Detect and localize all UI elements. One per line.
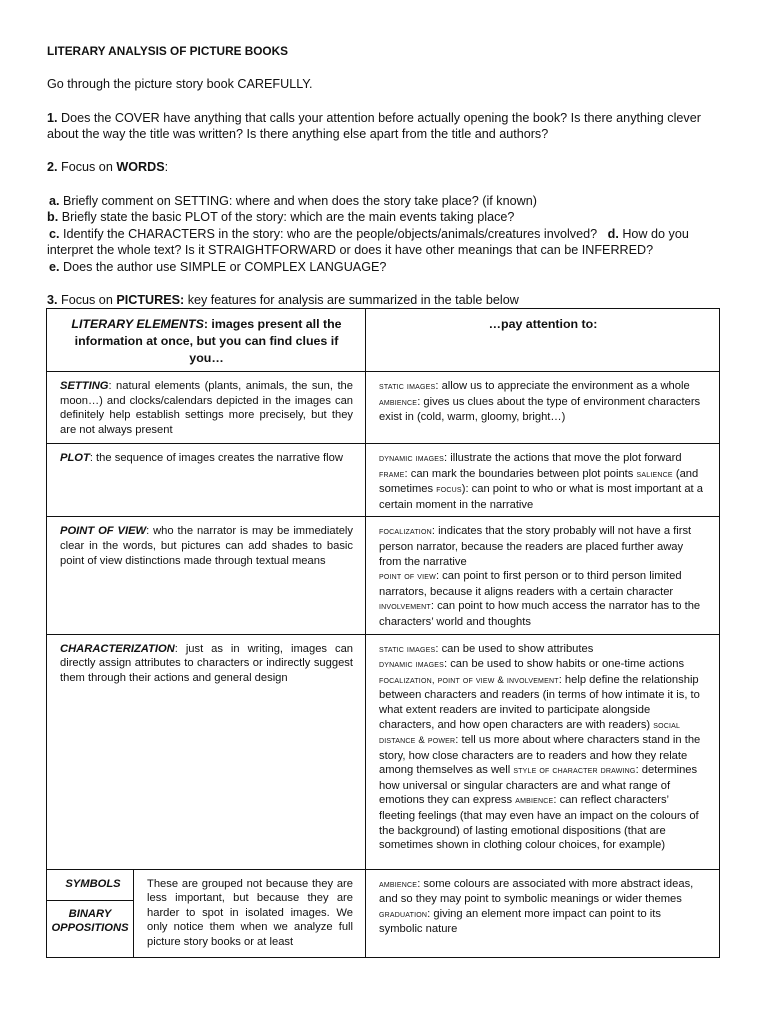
pov-key-2: point of view xyxy=(379,571,436,583)
question-2e xyxy=(49,259,386,275)
char-text-5: : determines how universal or singular characters are and what range of emotions they can express xyxy=(379,764,698,807)
table-header-row xyxy=(47,309,720,372)
setting-right-cell xyxy=(366,372,720,444)
plot-text-4: ): can point to who or what is most important at a certain moment in the narrative xyxy=(379,483,703,511)
question-2-number: 2. xyxy=(47,160,58,174)
question-2d-text-2: interpret the whole text? Is it STRAIGHTFORWARD or does it have other meanings that can be INFERRED? xyxy=(47,243,654,257)
symbols-label: SYMBOLS xyxy=(47,870,133,901)
table-row-point-of-view xyxy=(47,517,720,634)
question-1-text-2: about the way the title was written? Is there anything else apart from the title and authors? xyxy=(47,127,549,141)
symbols-key-1: ambience xyxy=(379,878,418,890)
char-text-6: : can reflect characters’ fleeting feelings (that may even have an impact on the colours of the background) of lasting emotional dispositions (that are sometimes shown in clothing colour choices, for example) xyxy=(379,794,699,852)
char-key-5: style of character drawing xyxy=(513,765,636,777)
header-right-cell: …pay attention to: xyxy=(366,309,720,372)
question-2-heading xyxy=(47,159,168,175)
question-1-line-1 xyxy=(47,110,701,126)
table-row-symbols xyxy=(47,869,720,957)
plot-left-cell xyxy=(47,444,366,517)
char-text-3: : help define the relationship between characters and readers (in terms of how intimate it is, to what extent readers are invited to participate alongside characters, and how open characters are with readers) xyxy=(379,673,700,731)
setting-text-2: : gives us clues about the type of environment characters exist in (cold, warm, gloomy, bright…) xyxy=(379,395,701,424)
header-left-rest: : images present all the information at once, but you can find clues if you… xyxy=(74,317,342,365)
plot-left-text: : the sequence of images creates the narrative flow xyxy=(89,452,343,464)
plot-text-2: : can mark the boundaries between plot points xyxy=(404,467,637,480)
question-3-number: 3. xyxy=(47,293,58,307)
char-left-text: : just as in writing, images can directly assign attributes to characters or indirectly suggest them through their actions and general design xyxy=(60,642,354,684)
pov-left-text: : who the narrator is may be immediately clear in the words, but pictures can add shades to basic point of view distinctions made through textual means xyxy=(60,525,354,567)
question-2-focus: WORDS xyxy=(116,160,165,174)
plot-text-3: (and sometimes xyxy=(379,467,699,496)
question-2e-text: Does the author use SIMPLE or COMPLEX LANGUAGE? xyxy=(63,260,387,274)
question-2d-text-1: How do you xyxy=(622,227,689,241)
char-key-3: focalization, point of view & involvement xyxy=(379,674,559,686)
char-key-6: ambience xyxy=(515,795,554,807)
setting-left-text: : natural elements (plants, animals, the sun, the moon…) and clocks/calendars depicted in the images can definitely help establish settings more precisely, but they are not always present xyxy=(60,380,354,436)
setting-text-1: : allow us to appreciate the environment as a whole xyxy=(435,380,690,392)
plot-key-3: salience xyxy=(636,468,673,480)
question-2-pre: Focus on xyxy=(61,160,117,174)
question-3-post: key features for analysis are summarized in the table below xyxy=(184,293,519,307)
char-key-1: static images xyxy=(379,643,436,655)
char-left-cell xyxy=(47,634,366,869)
char-text-2: : can be used to show habits or one-time actions xyxy=(444,658,685,671)
symbols-key-2: graduation xyxy=(379,908,428,920)
pov-right-cell xyxy=(366,517,720,634)
pov-text-1: : indicates that the story probably will not have a first person narrator, because the readers are placed further away from the narrative xyxy=(379,525,692,568)
setting-key-1: static images xyxy=(379,381,436,392)
plot-key-2: frame xyxy=(379,468,405,480)
question-2-post: : xyxy=(164,160,169,174)
intro-line: Go through the picture story book CAREFULLY. xyxy=(47,77,313,91)
header-left-cell xyxy=(47,309,366,372)
question-1-text-1: Does the COVER have anything that calls your attention before actually opening the book? Is there anything clever xyxy=(61,111,701,125)
table-row-characterization xyxy=(47,634,720,869)
question-2a-text: Briefly comment on SETTING: where and when does the story take place? (if known) xyxy=(63,194,537,208)
pov-key-3: involvement xyxy=(379,601,431,613)
setting-left-cell xyxy=(47,372,366,444)
plot-right-cell xyxy=(366,444,720,517)
symbols-text-2: : giving an element more impact can point to its symbolic nature xyxy=(379,907,661,936)
question-3-heading xyxy=(47,292,519,308)
question-2c-2d xyxy=(49,226,689,242)
pov-text-3: : can point to how much access the narrator has to the characters’ world and thoughts xyxy=(379,600,701,628)
question-1-number: 1. xyxy=(47,111,58,125)
literary-elements-table xyxy=(46,308,720,958)
symbols-middle-cell: These are grouped not because they are less important, but because they are harder to spot in isolated images. We only notice them when we analyze full picture story books or at least xyxy=(134,869,366,957)
question-3-focus: PICTURES: xyxy=(116,293,185,307)
char-right-cell xyxy=(366,634,720,869)
question-2c-text: Identify the CHARACTERS in the story: who are the people/objects/animals/creatures involved? xyxy=(63,227,598,241)
pov-left-cell xyxy=(47,517,366,634)
question-2b xyxy=(47,209,514,225)
plot-label: PLOT xyxy=(60,452,90,464)
setting-key-2: ambience xyxy=(379,396,418,408)
table-row-plot xyxy=(47,444,720,517)
char-text-4: : tell us more about where characters stand in the story, how close characters are to readers and how they relate among themselves as well xyxy=(379,734,701,777)
question-3-pre: Focus on xyxy=(61,293,117,307)
question-2d-letter: d. xyxy=(607,227,619,241)
table-row-setting xyxy=(47,372,720,444)
char-label: CHARACTERIZATION xyxy=(60,642,175,655)
pov-label: POINT OF VIEW xyxy=(60,525,147,538)
pov-text-2: : can point to first person or to third person limited narrators, because it aligns readers with a certain character xyxy=(379,570,682,598)
plot-key-4: focus xyxy=(436,484,462,496)
char-key-2: dynamic images xyxy=(379,659,444,671)
question-2e-letter: e. xyxy=(49,260,60,274)
setting-label: SETTING xyxy=(60,380,109,392)
char-text-1: : can be used to show attributes xyxy=(435,642,594,655)
question-2b-letter: b. xyxy=(47,210,59,224)
plot-text-1: : illustrate the actions that move the plot forward xyxy=(444,452,682,464)
question-2a xyxy=(49,193,537,209)
document-title: LITERARY ANALYSIS OF PICTURE BOOKS xyxy=(47,44,288,58)
pov-key-1: focalization xyxy=(379,526,432,538)
question-2a-letter: a. xyxy=(49,194,60,208)
question-2b-text: Briefly state the basic PLOT of the story: which are the main events taking place? xyxy=(61,210,515,224)
symbols-right-cell xyxy=(366,869,720,957)
symbols-text-1: : some colours are associated with more abstract ideas, and so they may point to symbolic meanings or wider themes xyxy=(379,877,694,906)
char-key-4: social distance & power xyxy=(379,719,681,747)
binary-oppositions-label: BINARY OPPOSITIONS xyxy=(51,907,129,935)
plot-key-1: dynamic images xyxy=(379,453,444,464)
header-left-italic: LITERARY ELEMENTS xyxy=(71,317,204,331)
symbols-label-cell xyxy=(47,869,134,957)
question-2c-letter: c. xyxy=(49,227,60,241)
symbols-label-table xyxy=(47,870,133,940)
